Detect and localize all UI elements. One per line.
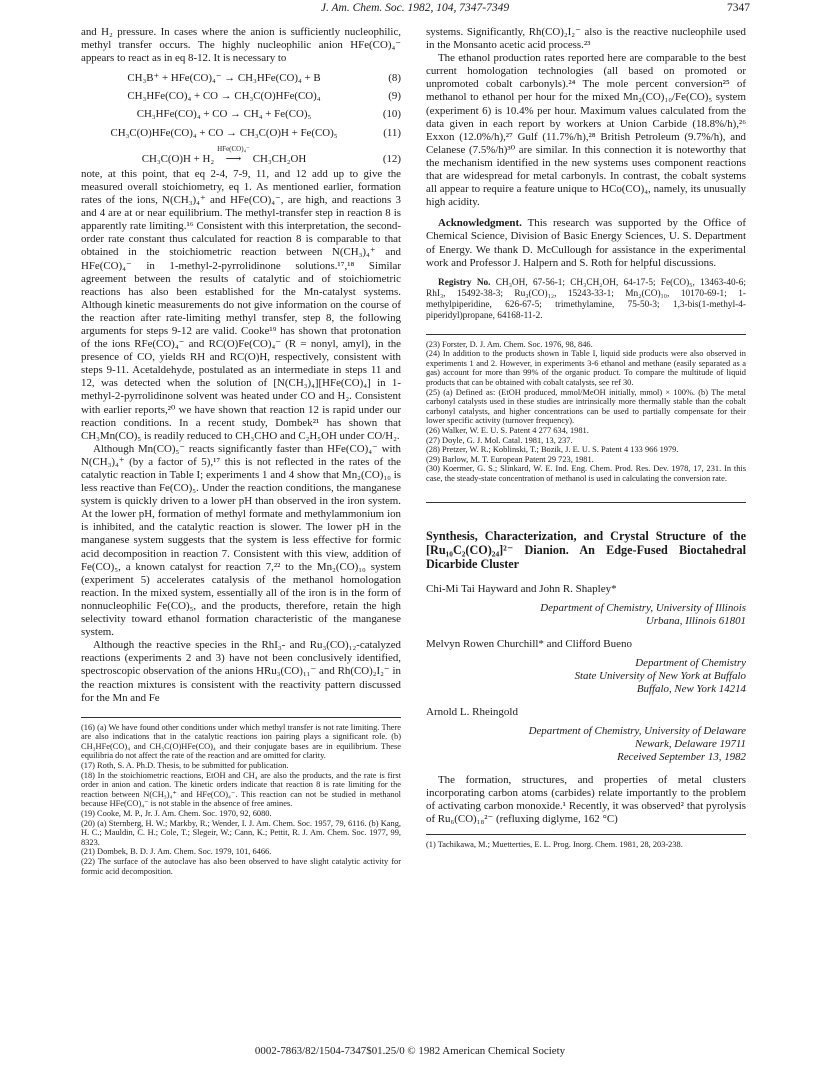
footnote-divider: [426, 334, 746, 335]
footnotes-article: [426, 834, 746, 850]
acknowledgment-heading: Acknowledgment.: [438, 217, 522, 230]
footnote: (19) Cooke, M. P., Jr. J. Am. Chem. Soc. 1970, 92, 6080.: [81, 809, 272, 819]
footnote: (29) Barlow, M. T. European Patent 29 723, 1981.: [426, 454, 594, 464]
footnote: (22) The surface of the autoclave has also been observed to have slight catalytic activity for formic acid decomposition.: [81, 857, 401, 876]
body-paragraph: Although the reactive species in the RhI₃- and Ru₃(CO)₁₂-catalyzed reactions (experiments 2 and 3) have not been conclusively identified, spectroscopic observation of the anions HRu₃(CO)₁₁⁻ and Rh(CO)₂I₂⁻ in the reaction mixtures is consistent with the reactivity pattern discussed for the Mn and Fe: [81, 639, 401, 704]
page-number: 7347: [727, 2, 750, 14]
body-paragraph: Although Mn(CO)₅⁻ reacts significantly faster than HFe(CO)₄⁻ with N(CH₃)₄⁺ (by a factor of 5),¹⁷ this is not reflected in the rates of the catalytic reaction in Table I; experiments 1 and 4 show that Mn₂(CO)₁₀ is less reactive than Fe(CO)₅. Under the reaction conditions, the manganese system is quickly driven to a lower pH than observed in the iron system. At the lower pH, formation of methyl formate and methylammonium ion is inhibited, and the catalytic reaction is slower. The lower pH in the manganese system suggests that the system is less effective for formic acid decomposition in reaction 7. Consistent with this view, addition of Fe(CO)₅, a known catalyst for reaction 7,²² to the Mn₂(CO)₁₀ system (experiment 5) accelerates catalysis of the methanol homologation reaction. In the mixed system, essentially all of the iron is in the form of nonnucleophilic Fe(CO)₅, and the products, therefore, retain the high selectivity toward ethanol formation characteristic of the manganese system.: [81, 442, 401, 639]
affiliation-line: State University of New York at Buffalo: [574, 669, 746, 682]
body-paragraph: systems. Significantly, Rh(CO)₂I₂⁻ also is the reactive nucleophile used in the Monsanto acetic acid process.²³: [426, 26, 746, 52]
footnote: (16) (a) We have found other conditions under which methyl transfer is not rate limiting. There are also indications that in the catalytic reactions ion pairing plays a significant role. (b) CH₃HFe(CO)₄ and CH₃C(O)HFe(CO)₄ and their conjugate bases are in equilibrium. These equilibria do not affect the rate of the reaction and are omitted for clarity.: [81, 722, 401, 761]
authors-group-2: Melvyn Rowen Churchill* and Clifford Bueno: [426, 637, 633, 650]
equation-text: [81, 145, 367, 166]
affiliation-2: [426, 657, 746, 696]
abstract-paragraph: The formation, structures, and properties of metal clusters incorporating carbon atoms (carbides) relate importantly to the problem of activating carbon monoxide.¹ Recently, it was observed² that pyrolysis of Ru₆(CO)₁₈²⁻ (refluxing diglyme, 162 °C): [426, 773, 746, 826]
footnote: (23) Forster, D. J. Am. Chem. Soc. 1976, 98, 846.: [426, 339, 593, 349]
equation-text: CH₃B⁺ + HFe(CO)₄⁻ → CH₃HFe(CO)₄ + B: [127, 71, 321, 84]
page-footer: 0002-7863/82/1504-7347$01.25/0 © 1982 American Chemical Society: [254, 1045, 566, 1057]
equation-text: CH₃HFe(CO)₄ + CO → CH₄ + Fe(CO)₅: [136, 108, 312, 121]
equation-number: (9): [388, 89, 401, 102]
affiliation-line: Department of Chemistry, University of Illinois: [540, 601, 746, 614]
arrow-with-catalyst: [217, 145, 250, 166]
article-divider: [426, 502, 746, 503]
equation-10: [81, 103, 401, 121]
footnotes-right: [426, 334, 746, 484]
affiliation-line: Department of Chemistry: [635, 656, 746, 669]
catalyst-label: HFe(CO)₄⁻: [217, 144, 250, 153]
received-date: Received September 13, 1982: [617, 750, 746, 763]
footnote: (21) Dombek, B. D. J. Am. Chem. Soc. 1979, 101, 6466.: [81, 847, 272, 857]
registry-text: CH₃OH, 67-56-1; CH₃CH₂OH, 64-17-5; Fe(CO)₅, 13463-40-6; RhI₃, 15492-38-3; Ru₃(CO)₁₂, 15243-33-1; Mn₂(CO)₁₀, 10170-69-1; 1-methylpiperidine, 626-67-5; trimethylamine, 75-50-3; 1,3-bis(1-methyl-4-piperidyl)propane, 64168-11-2.: [426, 277, 746, 321]
equation-number: (11): [383, 126, 401, 139]
journal-citation: J. Am. Chem. Soc. 1982, 104, 7347-7349: [320, 2, 510, 14]
footnote: (17) Roth, S. A. Ph.D. Thesis, to be submitted for publication.: [81, 761, 289, 771]
footnote-divider: [426, 834, 746, 835]
equation-8: [81, 66, 401, 84]
equation-number: (10): [382, 108, 401, 121]
affiliation-line: Newark, Delaware 19711: [634, 737, 746, 750]
footnote: (26) Walker, W. E. U. S. Patent 4 277 634, 1981.: [426, 426, 589, 436]
authors-group-3: Arnold L. Rheingold: [426, 705, 518, 718]
arrow-icon: ⟶: [225, 152, 242, 165]
acknowledgment-text: This research was supported by the Office of Chemical Science, Division of Basic Energy Sciences, U. S. Department of Energy. We thank D. McCullough for assistance in the experimental work and Professor J. Halpern and S. Roth for helpful discussions.: [426, 217, 746, 269]
affiliation-line: Department of Chemistry, University of Delaware: [528, 724, 746, 737]
acknowledgment: [426, 217, 746, 269]
body-paragraph: note, at this point, that eq 2-4, 7-9, 11, and 12 add up to give the measured overall stoichiometry, eq 1. As mentioned earlier, formation rates of the ions, N(CH₃)₄⁺ and HFe(CO)₄⁻, are high, and reactions 3 and 4 are at or near equilibrium. The methyl-transfer step in reaction 8 is apparently rate limiting.¹⁶ Consistent with this interpretation, the second-order rate constant thus calculated for reaction 8 is comparable to that obtained in the stoichiometric reaction between N(CH₃)₄⁺ and HFe(CO)₄⁻ in 1-methyl-2-pyrrolidinone solutions.¹⁷,¹⁸ Similar agreement between the results of catalytic and of stoichiometric reactions has also been established for the Mn-catalyst systems. Although kinetic measurements do not give information on the course of the reaction after rate-limiting methyl transfer, step 8, the following arguments for steps 9-12 are valid. Cooke¹⁹ has shown that protonation of the ions RFe(CO)₄⁻ and RC(O)Fe(CO)₄⁻ (R = nonyl, amyl), in the presence of CO, yields RH and RC(O)H, respectively, consistent with steps 9-11. Acetaldehyde, postulated as an intermediate in steps 11 and 12, was detected when the solution of [N(CH₃)₄][HFe(CO)₄] in 1-methyl-2-pyrrolidinone solvent was heated under CO and H₂. Consistent with earlier reports,²⁰ we have shown that reaction 12 is rapid under our reaction conditions. In a recent study, Dombek²¹ has shown that CH₃Mn(CO)₅ is readily reduced to CH₃CHO and C₂H₅OH under CO/H₂.: [81, 167, 401, 442]
intro-paragraph: and H₂ pressure. In cases where the anion is sufficiently nucleophilic, methyl transfer occurs. The highly nucleophilic anion HFe(CO)₄⁻ appears to react as in eq 8-12. It is necessary to: [81, 26, 401, 65]
footnote-divider: [81, 717, 401, 718]
equation-block: [81, 66, 401, 166]
registry-heading: Registry No.: [438, 277, 491, 288]
equation-number: (12): [382, 152, 401, 165]
authors-group-1: Chi-Mi Tai Hayward and John R. Shapley*: [426, 582, 617, 595]
equation-text: CH₃HFe(CO)₄ + CO → CH₃C(O)HFe(CO)₄: [127, 89, 321, 102]
footnotes-left: [81, 717, 401, 877]
eq12-product: CH₃CH₂OH: [252, 152, 307, 165]
footnote: (1) Tachikawa, M.; Muetterties, E. L. Prog. Inorg. Chem. 1981, 28, 203-238.: [426, 840, 683, 850]
body-paragraph: The ethanol production rates reported here are comparable to the best current homologation technologies (all based on promoted or unpromoted cobalt carbonyls).²⁴ The mole percent conversion²⁵ of methanol to ethanol per hour for the mixed Mn₂(CO)₁₀/Fe(CO)₅ system (experiment 6) is 10.4% per hour. Maximum values calculated from the data given in each report by workers at Union Carbide (18.8%/h),²⁶ Exxon (12.0%/h),²⁷ Gulf (11.7%/h),²⁸ British Petroleum (9.7%/h), and Celanese (7.5%/h)³⁰ are similar. In this connection it is noteworthy that the mechanism identified in the new systems uses component reactions that are widespread for metal carbonyls. In contrast, the cobalt systems all appear to require a feature unique to HCo(CO)₄, namely, its unusually high acidity.: [426, 52, 746, 209]
equation-text: CH₃C(O)HFe(CO)₄ + CO → CH₃C(O)H + Fe(CO)₅: [110, 126, 338, 139]
footnote: (27) Doyle, G. J. Mol. Catal. 1981, 13, 237.: [426, 435, 573, 445]
page-header: [80, 2, 750, 20]
affiliation-1: [426, 602, 746, 628]
footnote: (28) Pretzer, W. R.; Koblinski, T.; Bozik, J. E. U. S. Patent 4 133 966 1979.: [426, 445, 679, 455]
right-column: [426, 26, 746, 850]
equation-9: [81, 85, 401, 103]
footnote: (24) In addition to the products shown in Table I, liquid side products were also observed in experiments 1 and 2. However, in experiments 3-6 ethanol and methane (easily separated as a gas) account for more than 99% of the organic product. To compare the multitude of liquid products that can be obtained with cobalt catalysts, see ref 30.: [426, 349, 746, 388]
equation-11: [81, 121, 401, 139]
equation-12: [81, 140, 401, 166]
footnote: (20) (a) Sternberg, H. W.; Markby, R.; Wender, I. J. Am. Chem. Soc. 1957, 79, 6116. (b) Kang, H. C.; Mauldin, C. H.; Cole, T.; Slegeir, W.; Cann, K.; Pettit, R. J. Am. Chem. Soc. 1977, 99, 8323.: [81, 818, 401, 847]
affiliation-3: [426, 725, 746, 764]
footnote: (30) Koermer, G. S.; Slinkard, W. E. Ind. Eng. Chem. Prod. Res. Dev. 1978, 17, 231. In this case, the steady-state concentration of methanol is used in calculating the conversion rate.: [426, 464, 746, 483]
registry-numbers: [426, 278, 746, 322]
eq12-reactants: CH₃C(O)H + H₂: [141, 152, 215, 165]
article-title: Synthesis, Characterization, and Crystal Structure of the [Ru₁₀C₂(CO)₂₄]²⁻ Dianion. An Edge-Fused Bioctahedral Dicarbide Cluster: [426, 528, 746, 571]
affiliation-line: Buffalo, New York 14214: [636, 682, 746, 695]
equation-number: (8): [388, 71, 401, 84]
left-column: [81, 26, 401, 876]
affiliation-line: Urbana, Illinois 61801: [645, 614, 746, 627]
footnote: (25) (a) Defined as: (EtOH produced, mmol/MeOH initially, mmol) × 100%. (b) The metal carbonyl catalysts used in these studies are intrinsically more thermally stable than the cobalt carbonyl catalysts, and higher concentrations can be used to partially compensate for their lower specific activity (turnover frequency).: [426, 387, 746, 426]
footnote: (18) In the stoichiometric reactions, EtOH and CH₄ are also the products, and the rate is first order in anion and cation. The kinetic orders indicate that reaction 8 is rate limiting for the reaction between N(CH₃)₄⁺ and HFe(CO)₄⁻. This reaction can not be studied in methanol because HFe(CO)₄⁻ is not stable in the absence of free amines.: [81, 770, 401, 809]
